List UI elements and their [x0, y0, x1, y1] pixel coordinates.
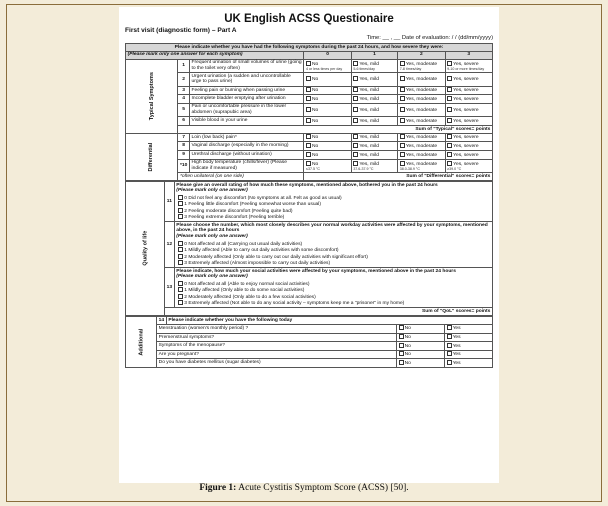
symptom-text: Visible blood in your urine: [189, 117, 303, 126]
option-cell[interactable]: [445, 151, 492, 160]
option-checkbox[interactable]: [306, 61, 311, 66]
option-subnote: 38.0-38.9 °C: [399, 167, 420, 172]
option-checkbox[interactable]: [447, 107, 452, 112]
qol-question: [126, 222, 493, 268]
qol-option-label: 3 Feeling extreme discomfort (Feeling terrible): [184, 214, 285, 220]
additional-row: [126, 324, 493, 333]
option-label: Yes, moderate: [405, 87, 438, 93]
yes-label: Yes: [452, 360, 461, 366]
option-checkbox[interactable]: [178, 208, 183, 213]
symptom-text: Vaginal discharge (especially in the morning): [189, 142, 303, 151]
symptom-text: Urethral discharge (without urination): [189, 151, 303, 160]
option-cell[interactable]: [304, 117, 351, 126]
option-label: Yes, severe: [453, 107, 479, 113]
no-option[interactable]: [397, 324, 445, 333]
option-checkbox[interactable]: [306, 76, 311, 81]
no-label: No: [404, 343, 411, 349]
qol-option-label: 2 Moderately affected (Only able to do a few social activities): [184, 294, 316, 300]
option-checkbox[interactable]: [306, 118, 311, 123]
option-cell[interactable]: [351, 73, 397, 86]
option-checkbox[interactable]: [400, 118, 405, 123]
qol-option[interactable]: [176, 214, 490, 220]
option-checkbox[interactable]: [447, 96, 452, 101]
option-label: Yes, severe: [453, 118, 479, 124]
qol-option-label: 1 Feeling little discomfort (Feeling somewhat worse than usual): [184, 202, 321, 208]
qol-question: [126, 268, 493, 308]
option-checkbox[interactable]: [306, 134, 311, 139]
option-checkbox[interactable]: [400, 96, 405, 101]
no-label: No: [404, 326, 411, 332]
option-checkbox[interactable]: [400, 87, 405, 92]
option-checkbox[interactable]: [353, 76, 358, 81]
option-cell[interactable]: [351, 133, 397, 142]
qol-note: (Please mark only one answer): [176, 188, 248, 194]
option-label: No: [311, 87, 319, 93]
option-checkbox[interactable]: [447, 76, 452, 81]
qol-option-label: 0 Not affected at all (Able to enjoy normal social activities): [184, 281, 310, 287]
no-option[interactable]: [397, 350, 445, 359]
option-cell[interactable]: [445, 59, 492, 72]
option-label: No: [311, 152, 319, 158]
option-label: Yes, mild: [359, 76, 379, 82]
additional-item: Are you pregnant?: [157, 350, 397, 359]
item-number: 3: [178, 86, 190, 95]
option-cell[interactable]: [304, 133, 351, 142]
option-label: Yes, mild: [359, 61, 379, 67]
symptom-row: [126, 59, 493, 72]
option-checkbox[interactable]: [400, 143, 405, 148]
additional-row: [126, 350, 493, 359]
item-number: 14: [157, 317, 167, 325]
symptom-text: Feeling pain or burning when passing urine: [189, 86, 303, 95]
caption-text: Acute Cystitis Symptom Score (ACSS) [50].: [238, 483, 409, 493]
option-subnote: 37.6-37.9 °C: [353, 167, 374, 172]
option-cell[interactable]: [445, 142, 492, 151]
item-number: 1: [178, 59, 190, 72]
option-label: Yes, moderate: [405, 161, 438, 167]
option-checkbox[interactable]: [306, 107, 311, 112]
option-checkbox[interactable]: [447, 143, 452, 148]
symptom-row: [126, 95, 493, 104]
option-label: Yes, severe: [453, 152, 479, 158]
caption-label: Figure 1:: [199, 483, 237, 493]
yes-checkbox[interactable]: [447, 360, 452, 365]
symptom-row: [126, 86, 493, 95]
symptom-text: Incomplete bladder emptying after urination: [189, 95, 303, 104]
option-checkbox[interactable]: [178, 260, 183, 265]
option-cell[interactable]: [398, 103, 445, 116]
yes-checkbox[interactable]: [447, 334, 452, 339]
yes-label: Yes: [452, 352, 461, 358]
scale-label: 1: [351, 51, 397, 59]
option-label: No: [311, 61, 319, 67]
additional-item: Do you have diabetes mellitus (sugar diabetes): [157, 359, 397, 368]
option-label: Yes, moderate: [405, 96, 438, 102]
option-cell[interactable]: [398, 133, 445, 142]
additional-row: [126, 342, 493, 351]
symptom-row: [126, 151, 493, 160]
option-label: Yes, severe: [453, 76, 479, 82]
option-checkbox[interactable]: [400, 152, 405, 157]
option-checkbox[interactable]: [353, 143, 358, 148]
option-label: No: [311, 161, 319, 167]
option-checkbox[interactable]: [306, 143, 311, 148]
no-checkbox[interactable]: [399, 334, 404, 339]
option-checkbox[interactable]: [400, 61, 405, 66]
additional-item: Premenstrual symptoms?: [157, 333, 397, 342]
option-checkbox[interactable]: [400, 161, 405, 166]
qol-sum: Sum of "QoL" scores= points: [165, 308, 493, 316]
option-label: Yes, moderate: [405, 61, 438, 67]
yes-label: Yes: [452, 334, 461, 340]
differential-sum: Sum of "Differential" scores= points: [304, 173, 493, 181]
option-checkbox[interactable]: [306, 161, 311, 166]
figure-frame: [6, 4, 602, 502]
qol-table: [125, 181, 493, 316]
option-cell[interactable]: [304, 103, 351, 116]
option-label: Yes, severe: [453, 135, 479, 141]
option-cell[interactable]: [398, 142, 445, 151]
no-label: No: [404, 360, 411, 366]
option-cell[interactable]: [398, 59, 445, 72]
item-number: 11: [165, 181, 175, 221]
yes-checkbox[interactable]: [447, 343, 452, 348]
option-label: Yes, severe: [453, 143, 479, 149]
option-checkbox[interactable]: [306, 96, 311, 101]
symptom-row: [126, 103, 493, 116]
qol-option-label: 0 Not affected at all (Carrying out usual daily activities): [184, 241, 303, 247]
option-checkbox[interactable]: [306, 152, 311, 157]
option-label: Yes, mild: [359, 161, 379, 167]
option-checkbox[interactable]: [178, 254, 183, 259]
scale-label: 3: [445, 51, 492, 59]
diff-footnote: *often unilateral (on one side): [178, 173, 304, 181]
yes-option[interactable]: [445, 342, 493, 351]
option-label: Yes, moderate: [405, 76, 438, 82]
symptom-text: Loin (low back) pain*: [189, 133, 303, 142]
option-label: Yes, moderate: [405, 152, 438, 158]
yes-option[interactable]: [445, 333, 493, 342]
option-cell[interactable]: [304, 95, 351, 104]
symptom-row: [126, 117, 493, 126]
yes-label: Yes: [452, 326, 461, 332]
subtitle-row: [125, 27, 493, 34]
option-checkbox[interactable]: [447, 87, 452, 92]
qol-question-text: Please indicate, how much your social activities were affected by your symptoms, mentioned above in the past 24 hours: [176, 268, 456, 274]
symptom-table: [125, 43, 493, 181]
figure-caption: [6, 483, 602, 493]
option-label: Yes, severe: [453, 96, 479, 102]
no-checkbox[interactable]: [399, 360, 404, 365]
option-label: No: [311, 76, 319, 82]
additional-row: [126, 333, 493, 342]
option-cell[interactable]: [351, 59, 397, 72]
item-number: 12: [165, 222, 175, 268]
option-checkbox[interactable]: [178, 201, 183, 206]
additional-item: Symptoms of the menopause?: [157, 342, 397, 351]
option-checkbox[interactable]: [400, 107, 405, 112]
option-checkbox[interactable]: [400, 134, 405, 139]
symptom-header-text: Please indicate whether you have had the following symptoms during the past 24 hours, and how severe they were:: [174, 44, 444, 50]
option-checkbox[interactable]: [353, 134, 358, 139]
option-cell[interactable]: [398, 73, 445, 86]
form-subtitle: First visit (diagnostic form) – Part A: [125, 27, 237, 34]
option-cell[interactable]: [398, 151, 445, 160]
option-cell[interactable]: [445, 73, 492, 86]
mark-note: (Please mark only one answer for each symptom): [126, 51, 304, 59]
qol-note: (Please mark only one answer): [176, 234, 248, 240]
option-cell[interactable]: [398, 117, 445, 126]
qol-option-label: 1 Mildly affected (Able to carry out daily activities with some discomfort): [184, 247, 339, 253]
additional-item: Menstruation (women's monthly period) ?: [157, 324, 397, 333]
option-subnote: ≤37.5 °C: [305, 167, 320, 172]
section-label-typical: Typical Symptoms: [126, 59, 178, 133]
no-option[interactable]: [397, 333, 445, 342]
symptom-text: Frequent urination of small volumes of urine (going to the toilet very often): [189, 59, 303, 72]
option-label: Yes, mild: [359, 107, 379, 113]
item-number: 6: [178, 117, 190, 126]
option-label: Yes, moderate: [405, 118, 438, 124]
qol-option-label: 3 Extremely affected (Not able to do any social activity – symptoms keep me a "prisoner" in my home): [184, 301, 405, 306]
option-label: No: [311, 118, 319, 124]
option-checkbox[interactable]: [447, 134, 452, 139]
symptom-row: [126, 142, 493, 151]
qol-option[interactable]: [176, 300, 490, 306]
item-number: 2: [178, 73, 190, 86]
option-checkbox[interactable]: [447, 118, 452, 123]
option-cell[interactable]: [398, 95, 445, 104]
option-cell[interactable]: [304, 159, 351, 172]
option-checkbox[interactable]: [447, 152, 452, 157]
option-checkbox[interactable]: [353, 152, 358, 157]
option-label: Yes, mild: [359, 152, 379, 158]
option-cell[interactable]: [351, 103, 397, 116]
option-cell[interactable]: [304, 73, 351, 86]
qol-content: [174, 268, 492, 308]
option-subnote: 7-8 times/day: [399, 67, 422, 72]
option-checkbox[interactable]: [178, 287, 183, 292]
option-label: No: [311, 143, 319, 149]
option-cell[interactable]: [304, 151, 351, 160]
option-cell[interactable]: [351, 142, 397, 151]
option-label: Yes, mild: [359, 87, 379, 93]
qol-option-label: 1 Mildly affected (Only able to do some social activities): [184, 288, 305, 294]
symptom-header: [126, 44, 493, 52]
option-label: No: [311, 135, 319, 141]
qol-option-label: 0 Did not feel any discomfort (No symptoms at all. Felt as good as usual): [184, 195, 342, 201]
option-label: Yes, moderate: [405, 107, 438, 113]
yes-option[interactable]: [445, 359, 493, 368]
option-cell[interactable]: [304, 142, 351, 151]
option-checkbox[interactable]: [353, 107, 358, 112]
additional-row: [126, 359, 493, 368]
option-label: No: [311, 96, 319, 102]
option-cell[interactable]: [445, 117, 492, 126]
page-title: UK English ACSS Questionaire: [224, 13, 394, 25]
qol-question: [126, 181, 493, 221]
option-checkbox[interactable]: [178, 214, 183, 219]
no-checkbox[interactable]: [399, 343, 404, 348]
section-label-differential: Differential: [126, 133, 178, 180]
option-label: Yes, severe: [453, 61, 479, 67]
no-option[interactable]: [397, 342, 445, 351]
questionnaire-page: [119, 7, 499, 483]
option-checkbox[interactable]: [353, 161, 358, 166]
item-number: 5: [178, 103, 190, 116]
qol-content: [174, 181, 492, 221]
no-checkbox[interactable]: [399, 351, 404, 356]
option-checkbox[interactable]: [447, 161, 452, 166]
option-label: Yes, moderate: [405, 135, 438, 141]
no-checkbox[interactable]: [399, 325, 404, 330]
symptom-text: High body temperature (chills/fever) (Please indicate if measured): [189, 159, 303, 172]
option-cell[interactable]: [351, 151, 397, 160]
qol-option-label: 3 Extremely affected (Almost impossible to carry out daily activities): [184, 260, 331, 266]
option-checkbox[interactable]: [178, 247, 183, 252]
symptom-row: [126, 133, 493, 142]
option-cell[interactable]: [351, 86, 397, 95]
no-option[interactable]: [397, 359, 445, 368]
additional-question: Please indicate whether you have the following today: [166, 317, 492, 325]
additional-table: [125, 316, 493, 368]
yes-label: Yes: [452, 343, 461, 349]
item-number: 8: [178, 142, 190, 151]
no-label: No: [404, 334, 411, 340]
option-checkbox[interactable]: [400, 76, 405, 81]
yes-checkbox[interactable]: [447, 351, 452, 356]
qol-question-text: Please choose the number, which most closely describes your normal workday activities were affected by your symptoms, mentioned above, in the past 24 hours: [176, 222, 488, 234]
scale-label: 0: [304, 51, 351, 59]
option-cell[interactable]: [351, 159, 397, 172]
symptom-text: Urgent urination (a sudden and uncontrollable urge to pass urine): [189, 73, 303, 86]
option-cell[interactable]: [445, 103, 492, 116]
section-label-additional: Additional: [126, 317, 157, 368]
option-checkbox[interactable]: [306, 87, 311, 92]
item-number: 4: [178, 95, 190, 104]
item-number: 9: [178, 151, 190, 160]
yes-option[interactable]: [445, 350, 493, 359]
scale-label: 2: [398, 51, 445, 59]
item-number: 13: [165, 268, 175, 308]
option-label: Yes, severe: [453, 161, 479, 167]
option-cell[interactable]: [445, 86, 492, 95]
qol-question-text: Please give an overall rating of how much these symptoms, mentioned above, bothered you in the past 24 hours: [176, 182, 438, 188]
option-subnote: ≥39.0 °C: [447, 167, 462, 172]
option-label: Yes, mild: [359, 96, 379, 102]
qol-option[interactable]: [176, 260, 490, 266]
option-label: Yes, mild: [359, 135, 379, 141]
option-checkbox[interactable]: [353, 118, 358, 123]
option-cell[interactable]: [445, 159, 492, 172]
option-checkbox[interactable]: [447, 61, 452, 66]
option-cell[interactable]: [351, 117, 397, 126]
option-cell[interactable]: [351, 95, 397, 104]
section-label-qol: Quality of life: [126, 181, 165, 315]
no-label: No: [404, 352, 411, 358]
qol-content: [174, 222, 492, 268]
option-subnote: 5-6 times/day: [353, 67, 375, 72]
option-cell[interactable]: [445, 133, 492, 142]
option-checkbox[interactable]: [353, 96, 358, 101]
option-checkbox[interactable]: [353, 87, 358, 92]
option-label: Yes, moderate: [405, 143, 438, 149]
option-subnote: 4 or less times per day: [305, 67, 343, 72]
evaluation-line: Time: __ , __ Date of evaluation: / / (dd/mm/yyyy): [366, 35, 493, 41]
option-label: Yes, mild: [359, 143, 379, 149]
option-label: No: [311, 107, 319, 113]
item-number: 7: [178, 133, 190, 142]
item-number: *10: [178, 159, 190, 172]
option-checkbox[interactable]: [178, 241, 183, 246]
option-label: Yes, severe: [453, 87, 479, 93]
option-cell[interactable]: [398, 159, 445, 172]
option-cell[interactable]: [304, 59, 351, 72]
symptom-row: [126, 73, 493, 86]
option-checkbox[interactable]: [178, 195, 183, 200]
option-checkbox[interactable]: [353, 61, 358, 66]
option-checkbox[interactable]: [178, 294, 183, 299]
typical-sum: Sum of "Typical" scores= points: [178, 125, 493, 133]
yes-checkbox[interactable]: [447, 325, 452, 330]
qol-option-label: 2 Feeling moderate discomfort (Feeling quite bad): [184, 208, 293, 214]
symptom-row: [126, 159, 493, 172]
option-subnote: 9-10 or more times/day: [447, 67, 485, 72]
option-label: Yes, mild: [359, 118, 379, 124]
option-cell[interactable]: [398, 86, 445, 95]
option-cell[interactable]: [445, 95, 492, 104]
yes-option[interactable]: [445, 324, 493, 333]
symptom-text: Pain or uncomfortable pressure in the lower abdomen (suprapubic area): [189, 103, 303, 116]
option-cell[interactable]: [304, 86, 351, 95]
qol-option-label: 2 Moderately affected (Only able to carry out our daily activities with significant effort): [184, 254, 368, 260]
qol-note: (Please mark only one answer): [176, 274, 248, 280]
option-checkbox[interactable]: [178, 300, 183, 305]
option-checkbox[interactable]: [178, 281, 183, 286]
